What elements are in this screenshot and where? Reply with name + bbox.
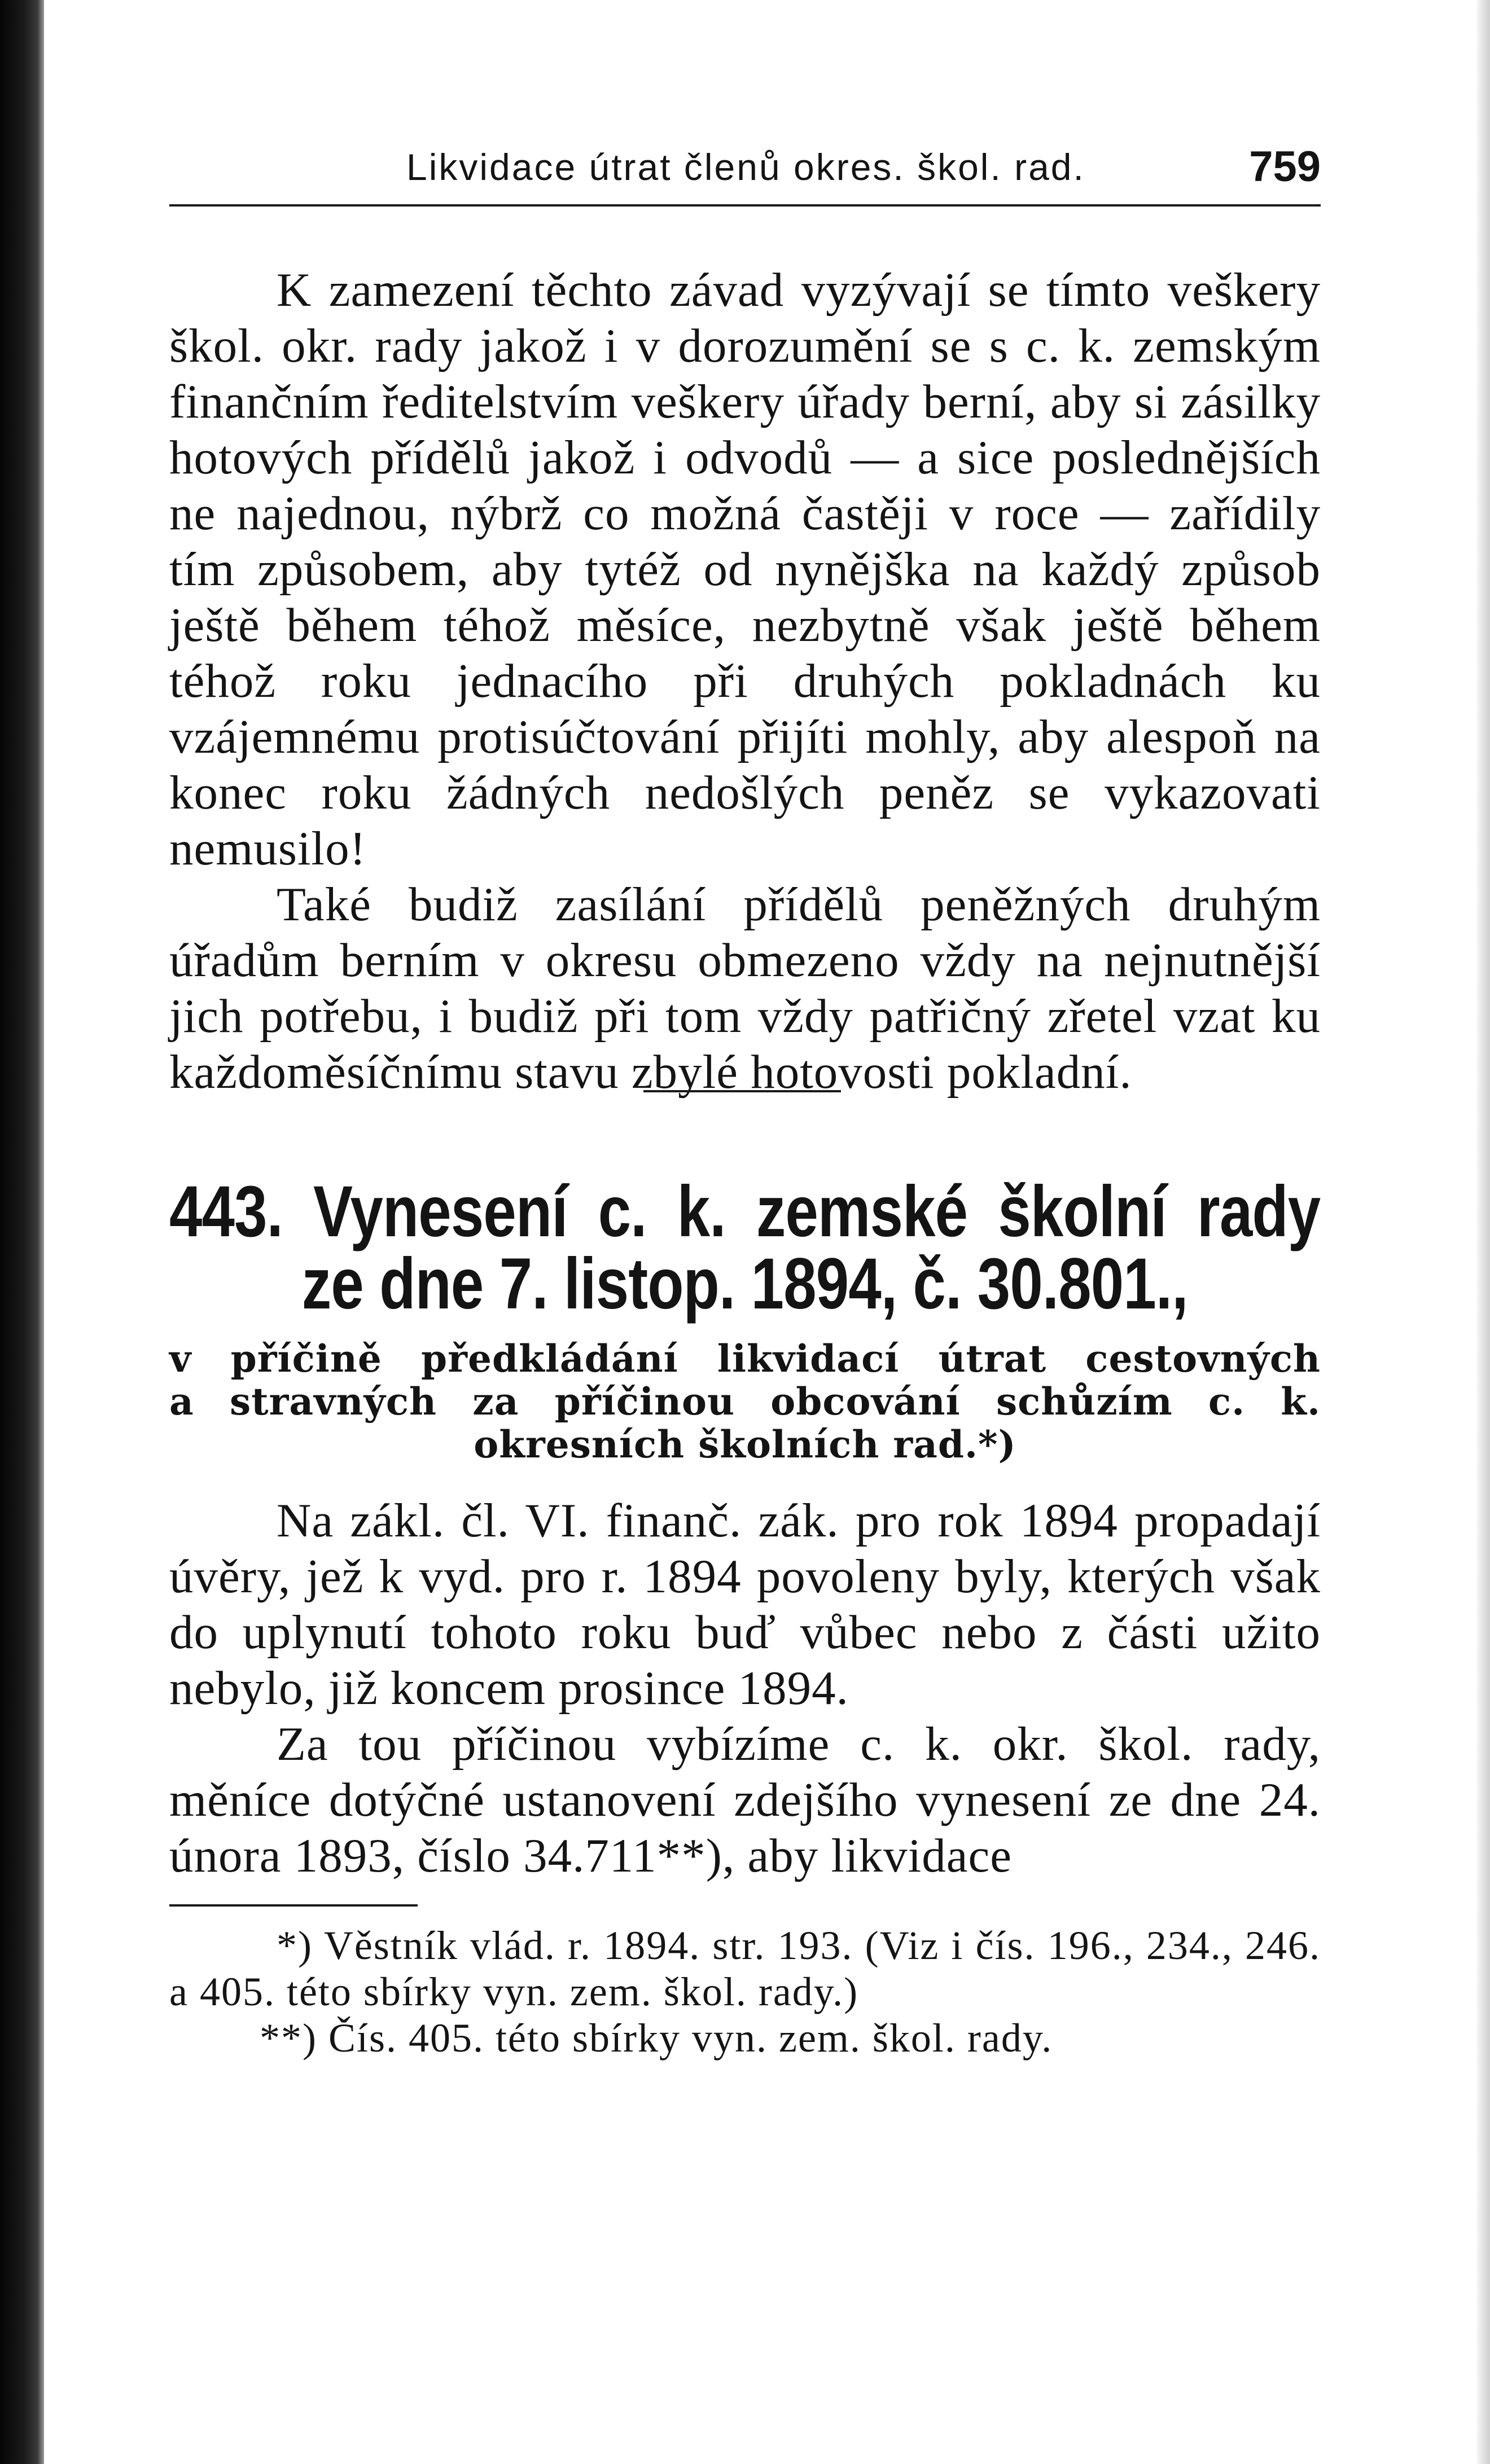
footnotes (169, 1922, 1321, 2061)
running-head (169, 135, 1321, 197)
subheading-line-2: a stravných za příčinou obcování schůzím c. k. (169, 1380, 1321, 1424)
header-rule (169, 204, 1321, 207)
section-heading (169, 1171, 1321, 1324)
page-number: 759 (1249, 143, 1321, 191)
footnote-rule (169, 1904, 418, 1907)
section-divider (643, 1090, 841, 1092)
heading-line-1: 443. Vynesení c. k. zemské školní rady (169, 1171, 1321, 1252)
footnote-2: **) Čís. 405. této sbírky vyn. zem. škol. rady. (260, 2015, 1053, 2061)
paragraph-remedy: K zamezení těchto závad vyzývají se tímto veškery škol. okr. rady jakož i v dorozumění se s c. k. zemským finančním ředitelstvím veškery úřady berní, aby si zásilky hotových přídělů jakož i odvodů — a sice poslednějších ne najednou, nýbrž co možná častěji v roce — zařídily tím způsobem, aby tytéž od nynějška na každý způsob ještě během téhož měsíce, nezbytně však ještě během téhož roku jednacího při druhých pokladnách ku vzájemnému protisúčtování přijíti mohly, aby alespoň na konec roku žádných nedošlých peněz se vykazovati nemusilo! (169, 263, 1321, 875)
book-spine-shadow (0, 0, 44, 2464)
paragraph-credits: Na zákl. čl. VI. finanč. zák. pro rok 1894 propadají úvěry, jež k vyd. pro r. 1894 povoleny byly, kterých však do uplynutí tohoto roku buď vůbec nebo z části užito nebylo, již koncem prosince 1894. (169, 1494, 1321, 1715)
running-head-title: Likvidace útrat členů okres. škol. rad. (406, 146, 1085, 188)
subheading-line-1: v příčině předkládání likvidací útrat cestovných (169, 1337, 1321, 1381)
heading-line-2: ze dne 7. listop. 1894, č. 30.801., (301, 1244, 1188, 1324)
page-edge-shadow (1475, 0, 1490, 2464)
book-page (169, 135, 1321, 2061)
subheading-line-3: okresních školních rad.*) (474, 1422, 1016, 1466)
footnote-1: *) Věstník vlád. r. 1894. str. 193. (Viz i čís. 196., 234., 246. a 405. této sbírky vyn. zem. škol. rady.) (169, 1923, 1321, 2014)
section-subheading (169, 1337, 1321, 1466)
paragraph-allocations: Také budiž zasílání přídělů peněžných druhým úřadům berním v okresu obmezeno vždy na nejnutnější jich potřebu, i budiž při tom vždy patřičný zřetel vzat ku každoměsíčnímu stavu zbylé hotovosti pokladní. (169, 878, 1321, 1099)
paragraph-request: Za tou příčinou vybízíme c. k. okr. škol. rady, měníce dotýčné ustanovení zdejšího vynesení ze dne 24. února 1893, číslo 34.711**), aby likvidace (169, 1718, 1321, 1882)
